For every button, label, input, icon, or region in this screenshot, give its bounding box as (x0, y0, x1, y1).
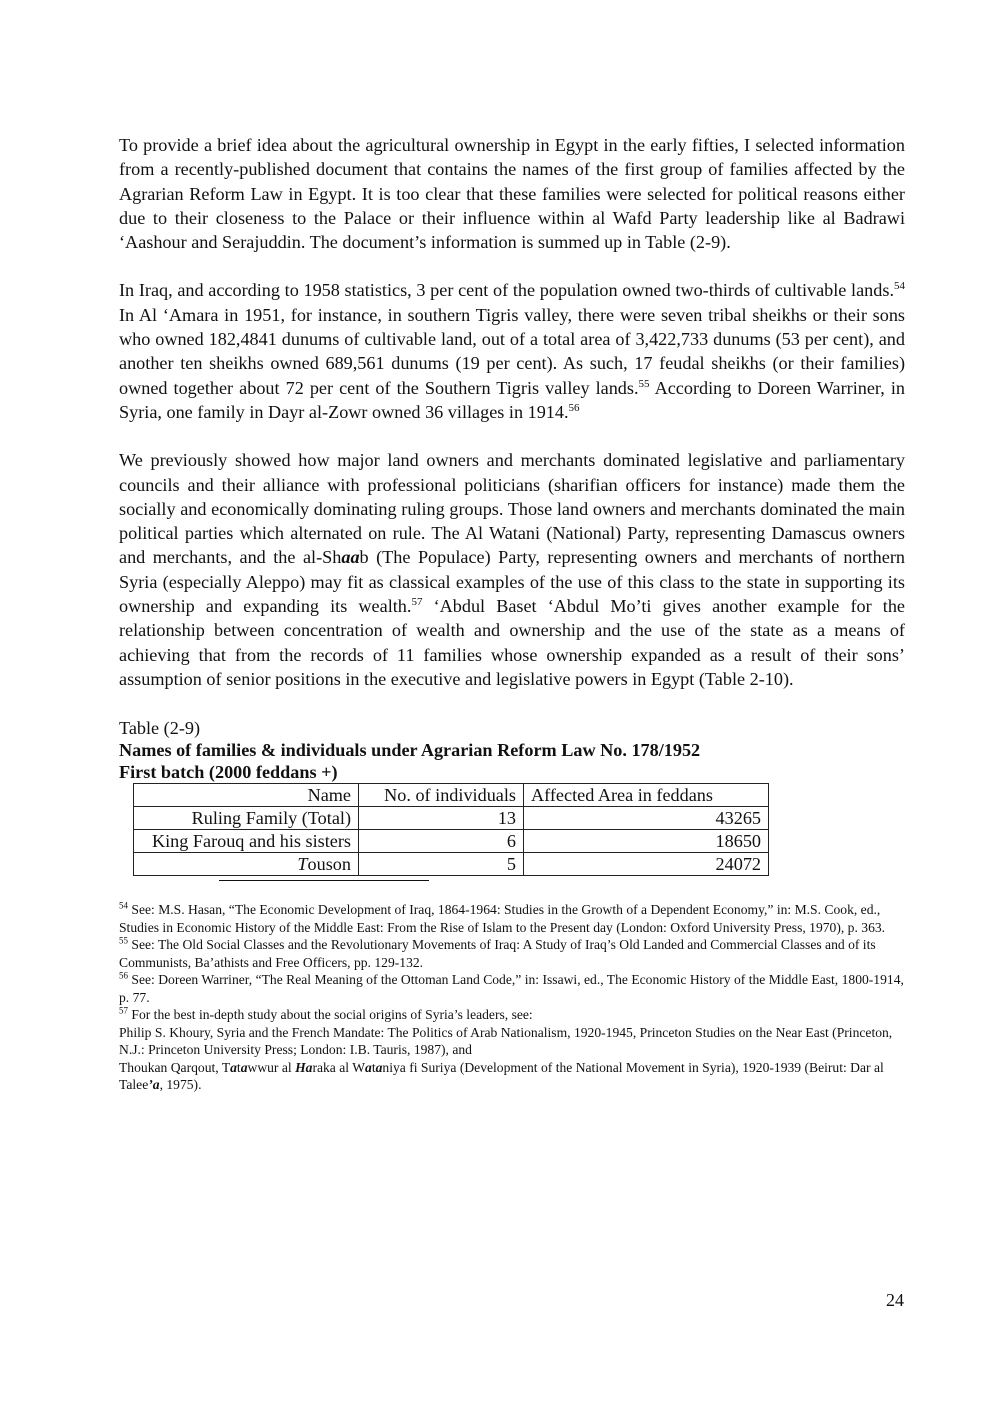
paragraph-land-owners-merchants: We previously showed how major land owners and merchants dominated legislative and parliamentary councils and their alliance with professional politicians (sharifian officers for instance) made them the socially and economically dominating ruling groups. Those land owners and merchants dominated the main political parties which alternated on rule. The Al Watani (National) Party, representing Damascus owners and merchants, and the al-Shaab (The Populace) Party, representing owners and merchants of northern Syria (especially Aleppo) may fit as classical examples of the use of this class to the state in supporting its ownership and expanding its wealth.$^{57}$ ‘Abdul Baset ‘Abdul Mo’ti gives another example for the relationship between concentration of wealth and ownership and the use of the state as a means of achieving that from the records of 11 families whose ownership expanded as a result of their sons’ assumption of senior positions in the executive and legislative powers in Egypt (Table 2-10). (119, 450, 905, 689)
cell-name: Ruling Family (Total) (134, 807, 359, 830)
cell-count: 5 (359, 853, 524, 876)
agrarian-reform-table (133, 783, 769, 876)
column-header-area: Affected Area in feddans (524, 784, 769, 807)
cell-count: 13 (359, 807, 524, 830)
cell-area: 24072 (524, 853, 769, 876)
table-title: Names of families & individuals under Agrarian Reform Law No. 178/1952 (119, 740, 701, 761)
footnote-divider (219, 880, 429, 881)
footnote-ref-55[interactable]: 55 (638, 377, 650, 390)
cell-name: King Farouq and his sisters (134, 830, 359, 853)
page-body (119, 133, 905, 1094)
footnote-ref-57[interactable]: 57 (411, 595, 423, 608)
paragraph-iraq-statistics: In Iraq, and according to 1958 statistics, 3 per cent of the population owned two-thirds of cultivable lands.$^{54}$ In Al ‘Amara in 1951, for instance, in southern Tigris valley, there were seven tribal sheikhs or their sons who owned 182,4841 dunums of cultivable land, out of a total area of 3,422,733 dunums (53 per cent), and another ten sheikhs owned 689,561 dunums (19 per cent). As such, 17 feudal sheikhs (or their families) owned together about 72 per cent of the Southern Tigris valley lands.$^{55}$ According to Doreen Warriner, in Syria, one family in Dayr al-Zowr owned 36 villages in 1914.56 (119, 280, 905, 422)
footnote-57-khoury: Philip S. Khoury, Syria and the French Mandate: The Politics of Arab Nationalism, 1920-1945, Princeton Studies on the Near East (Princeton, N.J.: Princeton University Press; London: I.B. Tauris, 1987), and (119, 1024, 893, 1058)
cell-area: 18650 (524, 830, 769, 853)
cell-area: 43265 (524, 807, 769, 830)
table-row (134, 807, 769, 830)
table-row (134, 830, 769, 853)
table-row (134, 853, 769, 876)
footnote-54: $^{54}$ See: M.S. Hasan, “The Economic Development of Iraq, 1864-1964: Studies in the Growth of a Dependent Economy,” in: M.S. Cook, ed., Studies in Economic History of the Middle East: From the Rise of Islam to the Present day (London: Oxford University Press, 1970), p. 363. (119, 900, 886, 935)
footnote-ref-56[interactable]: 56 (568, 401, 580, 414)
table-caption: Table (2-9) (119, 718, 201, 739)
paragraph-egypt-ownership: To provide a brief idea about the agricultural ownership in Egypt in the early fifties, I selected information from a recently-published document that contains the names of the first group of families affected by the Agrarian Reform Law in Egypt. It is too clear that these families were selected for political reasons either due to their closeness to the Palace or their influence within al Wafd Party leadership like al Badrawi ‘Aashour and Serajuddin. The document’s information is summed up in Table (2-9). (119, 135, 905, 253)
footnote-57: $^{57}$ For the best in-depth study about the social origins of Syria’s leaders, see: (119, 1005, 533, 1023)
table-subtitle: First batch (2000 feddans +) (119, 762, 338, 783)
cell-name: Touson (134, 853, 359, 876)
footnote-56: $^{56}$ See: Doreen Warriner, “The Real Meaning of the Ottoman Land Code,” in: Issawi, ed., The Economic History of the Middle East, 1800-1914, p. 77. (119, 970, 904, 1005)
footnote-57-qarqout: Thoukan Qarqout, Tatawwur al Haraka al Wataniya fi Suriya (Development of the National Movement in Syria), 1920-1939 (Beirut: Dar al Talee’a, 1975). (119, 1059, 884, 1093)
footnote-55: $^{55}$ See: The Old Social Classes and the Revolutionary Movements of Iraq: A Study of Iraq’s Old Landed and Commercial Classes and of its Communists, Ba’athists and Free Officers, pp. 129-132. (119, 935, 876, 970)
column-header-name: Name (134, 784, 359, 807)
column-header-individuals: No. of individuals (359, 784, 524, 807)
footnote-ref-54[interactable]: 54 (894, 280, 905, 293)
cell-count: 6 (359, 830, 524, 853)
table-header-row (134, 784, 769, 807)
footnotes (119, 901, 905, 1094)
page-number: 24 (886, 1290, 904, 1310)
